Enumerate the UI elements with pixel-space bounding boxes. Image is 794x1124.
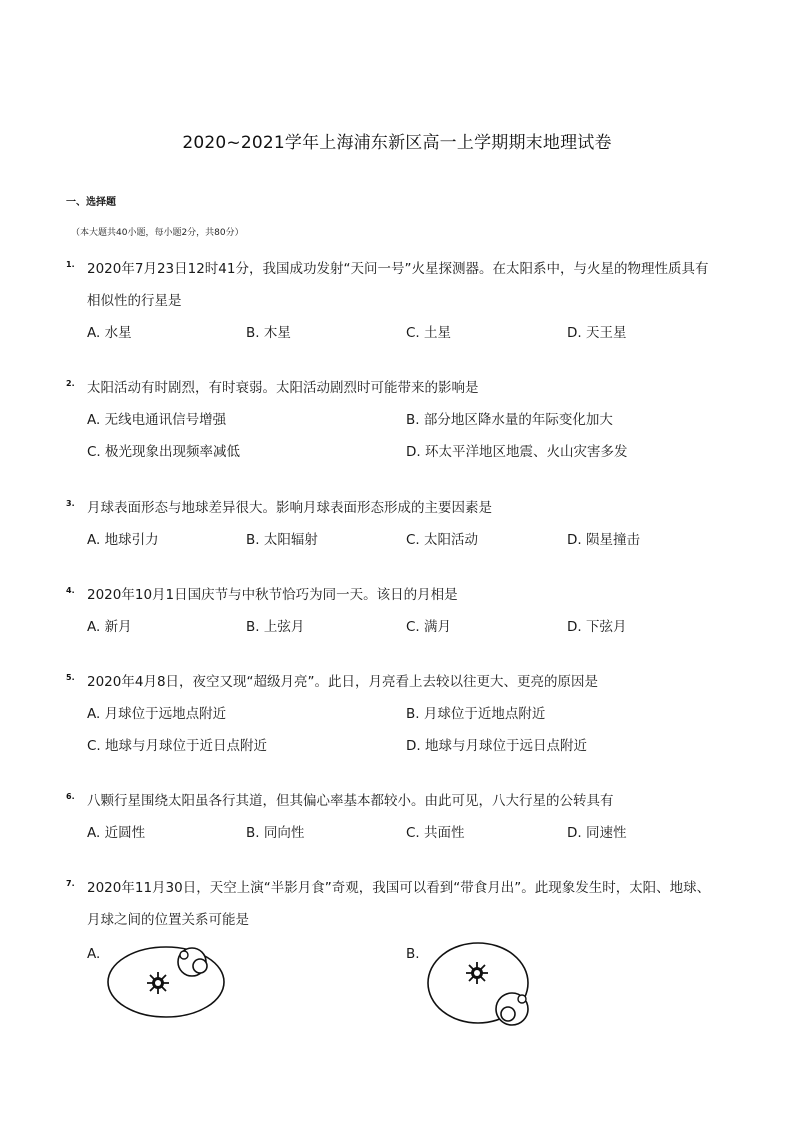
option-b[interactable]: B. 上弦月 — [246, 619, 305, 635]
option-b[interactable]: B. 月球位于近地点附近 — [406, 706, 546, 722]
question-number: 1. — [66, 260, 75, 269]
question-number: 6. — [66, 792, 75, 801]
question-stem-line: 2020年4月8日，夜空又现“超级月亮”。此日，月亮看上去较以往更大、更亮的原因是 — [87, 674, 599, 690]
question-number: 7. — [66, 879, 75, 888]
question-stem-line: 月球之间的位置关系可能是 — [87, 912, 249, 928]
option-c[interactable]: C. 太阳活动 — [406, 532, 479, 548]
option-a[interactable]: A. 近圆性 — [87, 825, 146, 841]
option-a[interactable]: A. 无线电通讯信号增强 — [87, 412, 227, 428]
option-d[interactable]: D. 天王星 — [567, 325, 627, 341]
question-number: 5. — [66, 673, 75, 682]
moon-icon — [518, 995, 526, 1003]
option-c[interactable]: C. 共面性 — [406, 825, 465, 841]
question-number: 3. — [66, 499, 75, 508]
option-a[interactable]: A. 月球位于远地点附近 — [87, 706, 227, 722]
orbit-diagram-b — [420, 935, 550, 1035]
option-a[interactable]: A. 水星 — [87, 325, 132, 341]
option-b[interactable]: B. 木星 — [246, 325, 291, 341]
option-d[interactable]: D. 陨星撞击 — [567, 532, 640, 548]
question-stem-line: 太阳活动有时剧烈，有时衰弱。太阳活动剧烈时可能带来的影响是 — [87, 380, 479, 396]
option-c[interactable]: C. 地球与月球位于近日点附近 — [87, 738, 268, 754]
sun-icon — [466, 962, 488, 984]
moon-icon — [180, 951, 188, 959]
option-d[interactable]: D. 下弦月 — [567, 619, 627, 635]
orbit-diagram-a — [100, 940, 240, 1030]
section-heading: 一、选择题 — [66, 197, 116, 208]
earth-icon — [501, 1007, 515, 1021]
option-d[interactable]: D. 同速性 — [567, 825, 627, 841]
earth-icon — [193, 959, 207, 973]
question-stem-line: 相似性的行星是 — [87, 293, 182, 309]
question-number: 4. — [66, 586, 75, 595]
earth-orbit — [108, 947, 224, 1017]
sun-icon — [147, 972, 169, 994]
option-a[interactable]: A. — [87, 946, 101, 962]
question-stem-line: 月球表面形态与地球差异很大。影响月球表面形态形成的主要因素是 — [87, 500, 492, 516]
option-b[interactable]: B. 部分地区降水量的年际变化加大 — [406, 412, 613, 428]
question-stem-line: 2020年11月30日，天空上演“半影月食”奇观，我国可以看到“带食月出”。此现象发生时，太阳、地球、 — [87, 880, 711, 896]
question-stem-line: 2020年7月23日12时41分，我国成功发射“天问一号”火星探测器。在太阳系中，与火星的物理性质具有 — [87, 261, 709, 277]
option-b[interactable]: B. 太阳辐射 — [246, 532, 318, 548]
section-note: （本大题共40小题，每小题2分，共80分） — [71, 228, 244, 238]
question-stem-line: 八颗行星围绕太阳虽各行其道，但其偏心率基本都较小。由此可见，八大行星的公转具有 — [87, 793, 614, 809]
option-b[interactable]: B. — [406, 946, 420, 962]
option-d[interactable]: D. 环太平洋地区地震、火山灾害多发 — [406, 444, 628, 460]
exam-title: 2020~2021学年上海浦东新区高一上学期期末地理试卷 — [182, 133, 612, 153]
option-c[interactable]: C. 满月 — [406, 619, 452, 635]
option-d[interactable]: D. 地球与月球位于远日点附近 — [406, 738, 587, 754]
question-number: 2. — [66, 379, 75, 388]
option-c[interactable]: C. 极光现象出现频率减低 — [87, 444, 241, 460]
option-b[interactable]: B. 同向性 — [246, 825, 305, 841]
question-stem-line: 2020年10月1日国庆节与中秋节恰巧为同一天。该日的月相是 — [87, 587, 458, 603]
option-a[interactable]: A. 地球引力 — [87, 532, 159, 548]
option-a[interactable]: A. 新月 — [87, 619, 132, 635]
option-c[interactable]: C. 土星 — [406, 325, 452, 341]
